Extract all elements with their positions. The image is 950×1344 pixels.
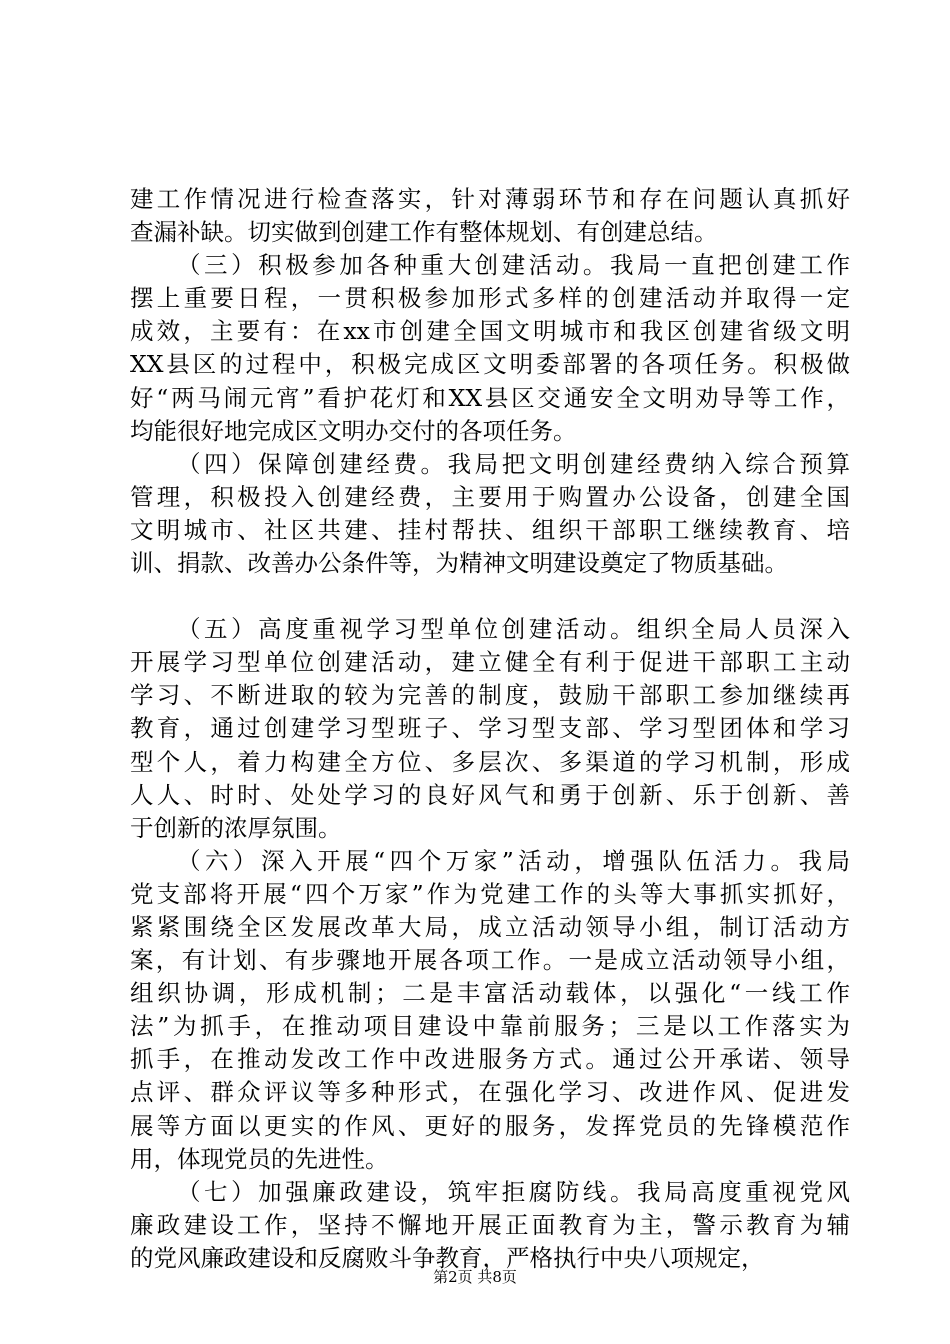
text-line: 教育，通过创建学习型班子、学习型支部、学习型团体和学习 — [130, 714, 850, 743]
text-line: 均能很好地完成区文明办交付的各项任务。 — [130, 416, 577, 445]
text-line: 抓手，在推动发改工作中改进服务方式。通过公开承诺、领导 — [130, 1045, 850, 1074]
text-line: 学习、不断进取的较为完善的制度，鼓励干部职工参加继续再 — [130, 681, 850, 710]
text-line: 廉政建设工作，坚持不懈地开展正面教育为主，警示教育为辅 — [130, 1210, 850, 1239]
text-line: （六）深入开展“四个万家”活动，增强队伍活力。我局 — [177, 846, 850, 875]
text-line: 建工作情况进行检查落实，针对薄弱环节和存在问题认真抓好 — [130, 185, 850, 213]
text-line: 法”为抓手，在推动项目建设中靠前服务；三是以工作落实为 — [130, 1012, 850, 1041]
text-line: 管理，积极投入创建经费，主要用于购置办公设备，创建全国 — [130, 482, 850, 511]
text-line: 用，体现党员的先进性。 — [130, 1144, 389, 1173]
text-line: 的党风廉政建设和反腐败斗争教育，严格执行中央八项规定， — [130, 1243, 765, 1272]
text-line: 文明城市、社区共建、挂村帮扶、组织干部职工继续教育、培 — [130, 515, 850, 544]
text-line: 好“两马闹元宵”看护花灯和XX县区交通安全文明劝导等工作， — [130, 383, 850, 412]
text-line: 查漏补缺。切实做到创建工作有整体规划、有创建总结。 — [130, 218, 718, 247]
text-line: 型个人，着力构建全方位、多层次、多渠道的学习机制，形成 — [130, 747, 850, 776]
document-body — [130, 183, 850, 1275]
text-line: （四）保障创建经费。我局把文明创建经费纳入综合预算 — [177, 449, 850, 478]
text-line: 点评、群众评议等多种形式，在强化学习、改进作风、促进发 — [130, 1078, 850, 1107]
text-line: 摆上重要日程，一贯积极参加形式多样的创建活动并取得一定 — [130, 284, 850, 313]
text-line: 训、捐款、改善办公条件等，为精神文明建设奠定了物质基础。 — [130, 549, 788, 578]
paragraph-gap — [130, 580, 850, 613]
text-line: 组织协调，形成机制；二是丰富活动载体，以强化“一线工作 — [130, 979, 850, 1008]
text-line: 人人、时时、处处学习的良好风气和勇于创新、乐于创新、善 — [130, 780, 850, 809]
text-line: （七）加强廉政建设，筑牢拒腐防线。我局高度重视党风 — [177, 1177, 850, 1206]
page-footer: 第2页 共8页 — [433, 1268, 517, 1286]
text-line: （五）高度重视学习型单位创建活动。组织全局人员深入 — [177, 615, 850, 644]
text-line: 成效，主要有：在xx市创建全国文明城市和我区创建省级文明 — [130, 317, 850, 346]
text-line: 于创新的浓厚氛围。 — [130, 813, 342, 842]
text-line: 展等方面以更实的作风、更好的服务，发挥党员的先锋模范作 — [130, 1111, 850, 1140]
text-line: 案，有计划、有步骤地开展各项工作。一是成立活动领导小组， — [130, 946, 850, 975]
text-line: 党支部将开展“四个万家”作为党建工作的头等大事抓实抓好， — [130, 879, 850, 908]
text-line: 紧紧围绕全区发展改革大局，成立活动领导小组，制订活动方 — [130, 912, 850, 941]
text-line: XX县区的过程中，积极完成区文明委部署的各项任务。积极做 — [130, 350, 850, 379]
text-line: （三）积极参加各种重大创建活动。我局一直把创建工作 — [177, 251, 850, 280]
text-line: 开展学习型单位创建活动，建立健全有利于促进干部职工主动 — [130, 648, 850, 677]
